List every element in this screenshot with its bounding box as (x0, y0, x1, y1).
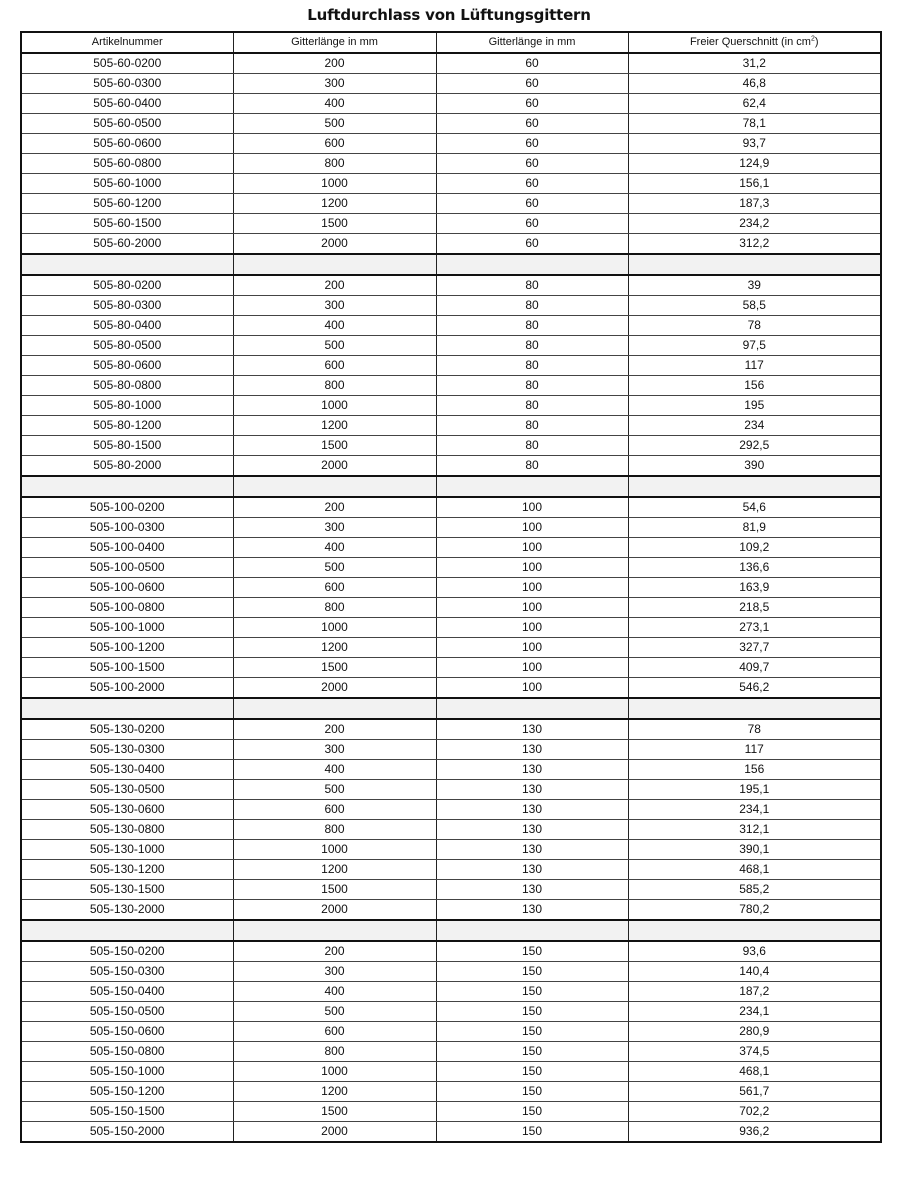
table-row (21, 1122, 881, 1143)
cell-grille-height: 130 (436, 900, 628, 921)
cell-grille-height: 130 (436, 860, 628, 880)
table-row (21, 962, 881, 982)
header-grille-length: Gitterlänge in mm (233, 32, 436, 53)
cell-article-number: 505-100-0800 (21, 598, 233, 618)
cell-grille-length: 1000 (233, 618, 436, 638)
header-free-cross-section (628, 32, 881, 53)
cell-grille-height: 80 (436, 316, 628, 336)
separator-cell (628, 698, 881, 719)
cell-grille-height: 130 (436, 719, 628, 740)
cell-article-number: 505-150-0800 (21, 1042, 233, 1062)
table-row (21, 800, 881, 820)
cell-free-cross-section: 58,5 (628, 296, 881, 316)
cell-free-cross-section: 39 (628, 275, 881, 296)
table-row (21, 1002, 881, 1022)
cell-grille-height: 150 (436, 1082, 628, 1102)
cell-grille-length: 400 (233, 316, 436, 336)
table-row (21, 538, 881, 558)
cell-free-cross-section: 46,8 (628, 74, 881, 94)
table-row (21, 1062, 881, 1082)
table-row (21, 1022, 881, 1042)
cell-grille-length: 800 (233, 598, 436, 618)
cell-grille-height: 80 (436, 416, 628, 436)
table-row (21, 982, 881, 1002)
table-row (21, 194, 881, 214)
cell-free-cross-section: 156,1 (628, 174, 881, 194)
header-unit-close: ) (814, 36, 819, 48)
cell-grille-length: 600 (233, 134, 436, 154)
group-separator-row (21, 476, 881, 497)
cell-article-number: 505-100-0200 (21, 497, 233, 518)
cell-article-number: 505-150-0400 (21, 982, 233, 1002)
separator-cell (436, 698, 628, 719)
cell-grille-length: 200 (233, 53, 436, 74)
cell-grille-height: 80 (436, 396, 628, 416)
cell-grille-height: 100 (436, 618, 628, 638)
cell-grille-height: 80 (436, 356, 628, 376)
table-row (21, 860, 881, 880)
table-row (21, 114, 881, 134)
table-row (21, 134, 881, 154)
table-row (21, 214, 881, 234)
header-unit-superscript: 2 (810, 35, 815, 43)
cell-grille-height: 60 (436, 134, 628, 154)
cell-grille-height: 60 (436, 74, 628, 94)
cell-free-cross-section: 234 (628, 416, 881, 436)
table-row (21, 275, 881, 296)
cell-grille-height: 100 (436, 518, 628, 538)
cell-article-number: 505-130-0800 (21, 820, 233, 840)
cell-free-cross-section: 234,1 (628, 800, 881, 820)
cell-grille-height: 60 (436, 174, 628, 194)
cell-article-number: 505-100-0300 (21, 518, 233, 538)
cell-grille-height: 100 (436, 658, 628, 678)
cell-article-number: 505-150-1500 (21, 1102, 233, 1122)
table-row (21, 436, 881, 456)
cell-free-cross-section: 292,5 (628, 436, 881, 456)
table-row (21, 780, 881, 800)
cell-grille-length: 1000 (233, 1062, 436, 1082)
cell-grille-height: 60 (436, 154, 628, 174)
table-row (21, 416, 881, 436)
cell-grille-height: 150 (436, 1042, 628, 1062)
header-article-number: Artikelnummer (21, 32, 233, 53)
cell-grille-length: 1500 (233, 658, 436, 678)
cell-grille-length: 800 (233, 376, 436, 396)
separator-cell (21, 698, 233, 719)
cell-grille-length: 1200 (233, 860, 436, 880)
cell-free-cross-section: 273,1 (628, 618, 881, 638)
airflow-table (20, 31, 882, 1143)
cell-article-number: 505-80-1200 (21, 416, 233, 436)
cell-free-cross-section: 390,1 (628, 840, 881, 860)
cell-grille-length: 300 (233, 962, 436, 982)
cell-free-cross-section: 280,9 (628, 1022, 881, 1042)
cell-article-number: 505-100-2000 (21, 678, 233, 699)
group-separator-row (21, 254, 881, 275)
cell-grille-length: 800 (233, 154, 436, 174)
cell-grille-height: 150 (436, 941, 628, 962)
cell-grille-height: 60 (436, 114, 628, 134)
cell-free-cross-section: 117 (628, 740, 881, 760)
cell-grille-length: 1500 (233, 1102, 436, 1122)
table-header (21, 32, 881, 53)
cell-grille-length: 300 (233, 74, 436, 94)
cell-grille-height: 80 (436, 336, 628, 356)
cell-grille-height: 60 (436, 194, 628, 214)
cell-grille-height: 100 (436, 638, 628, 658)
cell-article-number: 505-60-0300 (21, 74, 233, 94)
cell-free-cross-section: 78,1 (628, 114, 881, 134)
cell-article-number: 505-80-0800 (21, 376, 233, 396)
table-row (21, 740, 881, 760)
cell-grille-length: 200 (233, 719, 436, 740)
table-row (21, 74, 881, 94)
cell-free-cross-section: 234,1 (628, 1002, 881, 1022)
cell-article-number: 505-150-2000 (21, 1122, 233, 1143)
table-row (21, 396, 881, 416)
cell-grille-height: 150 (436, 1002, 628, 1022)
cell-free-cross-section: 561,7 (628, 1082, 881, 1102)
cell-grille-length: 600 (233, 356, 436, 376)
cell-grille-height: 150 (436, 1122, 628, 1143)
cell-grille-length: 300 (233, 740, 436, 760)
cell-grille-height: 100 (436, 497, 628, 518)
cell-article-number: 505-80-0300 (21, 296, 233, 316)
table-row (21, 456, 881, 477)
separator-cell (233, 476, 436, 497)
header-grille-height: Gitterlänge in mm (436, 32, 628, 53)
cell-grille-length: 200 (233, 275, 436, 296)
table-row (21, 840, 881, 860)
cell-grille-height: 60 (436, 53, 628, 74)
table-row (21, 820, 881, 840)
table-row (21, 900, 881, 921)
cell-free-cross-section: 97,5 (628, 336, 881, 356)
cell-article-number: 505-80-0400 (21, 316, 233, 336)
document-title: Luftdurchlass von Lüftungsgittern (307, 6, 591, 24)
separator-cell (436, 476, 628, 497)
cell-grille-height: 130 (436, 840, 628, 860)
cell-article-number: 505-150-1200 (21, 1082, 233, 1102)
cell-free-cross-section: 546,2 (628, 678, 881, 699)
cell-article-number: 505-60-1200 (21, 194, 233, 214)
cell-grille-height: 80 (436, 275, 628, 296)
cell-free-cross-section: 54,6 (628, 497, 881, 518)
cell-free-cross-section: 187,2 (628, 982, 881, 1002)
cell-grille-height: 130 (436, 800, 628, 820)
cell-article-number: 505-150-0300 (21, 962, 233, 982)
cell-free-cross-section: 78 (628, 316, 881, 336)
table-row (21, 154, 881, 174)
cell-article-number: 505-130-2000 (21, 900, 233, 921)
cell-grille-length: 1500 (233, 214, 436, 234)
group-separator-row (21, 698, 881, 719)
table-row (21, 518, 881, 538)
cell-article-number: 505-100-1200 (21, 638, 233, 658)
cell-article-number: 505-100-1000 (21, 618, 233, 638)
cell-grille-length: 500 (233, 114, 436, 134)
cell-article-number: 505-130-0300 (21, 740, 233, 760)
cell-free-cross-section: 156 (628, 376, 881, 396)
cell-grille-length: 600 (233, 578, 436, 598)
cell-grille-height: 150 (436, 1062, 628, 1082)
cell-grille-length: 200 (233, 941, 436, 962)
cell-grille-length: 1500 (233, 880, 436, 900)
cell-article-number: 505-60-0800 (21, 154, 233, 174)
table-row (21, 618, 881, 638)
cell-grille-height: 100 (436, 678, 628, 699)
cell-grille-height: 60 (436, 94, 628, 114)
separator-cell (628, 476, 881, 497)
cell-grille-length: 1200 (233, 1082, 436, 1102)
cell-grille-length: 2000 (233, 234, 436, 255)
header-free-cross-section-label: Freier Querschnitt (in cm (689, 36, 811, 48)
separator-cell (21, 476, 233, 497)
table-row (21, 174, 881, 194)
cell-free-cross-section: 780,2 (628, 900, 881, 921)
cell-grille-length: 1200 (233, 638, 436, 658)
cell-free-cross-section: 218,5 (628, 598, 881, 618)
cell-free-cross-section: 136,6 (628, 558, 881, 578)
cell-free-cross-section: 93,7 (628, 134, 881, 154)
cell-grille-height: 80 (436, 376, 628, 396)
table-row (21, 356, 881, 376)
cell-article-number: 505-60-1000 (21, 174, 233, 194)
cell-free-cross-section: 109,2 (628, 538, 881, 558)
cell-free-cross-section: 117 (628, 356, 881, 376)
cell-grille-length: 1500 (233, 436, 436, 456)
cell-grille-length: 800 (233, 1042, 436, 1062)
cell-grille-length: 500 (233, 336, 436, 356)
cell-free-cross-section: 163,9 (628, 578, 881, 598)
cell-article-number: 505-130-0400 (21, 760, 233, 780)
cell-article-number: 505-130-0200 (21, 719, 233, 740)
cell-article-number: 505-80-1000 (21, 396, 233, 416)
cell-free-cross-section: 31,2 (628, 53, 881, 74)
cell-free-cross-section: 81,9 (628, 518, 881, 538)
cell-article-number: 505-130-0600 (21, 800, 233, 820)
group-separator-row (21, 920, 881, 941)
cell-grille-length: 500 (233, 780, 436, 800)
cell-grille-height: 100 (436, 598, 628, 618)
cell-grille-length: 800 (233, 820, 436, 840)
cell-article-number: 505-150-0200 (21, 941, 233, 962)
cell-grille-length: 1200 (233, 416, 436, 436)
separator-cell (233, 698, 436, 719)
cell-article-number: 505-130-0500 (21, 780, 233, 800)
cell-grille-length: 1000 (233, 174, 436, 194)
cell-grille-height: 80 (436, 456, 628, 477)
cell-free-cross-section: 409,7 (628, 658, 881, 678)
cell-grille-length: 1000 (233, 840, 436, 860)
cell-free-cross-section: 187,3 (628, 194, 881, 214)
cell-grille-height: 100 (436, 578, 628, 598)
cell-free-cross-section: 702,2 (628, 1102, 881, 1122)
cell-grille-length: 600 (233, 1022, 436, 1042)
cell-article-number: 505-60-0400 (21, 94, 233, 114)
cell-grille-length: 400 (233, 982, 436, 1002)
cell-free-cross-section: 124,9 (628, 154, 881, 174)
table-row (21, 94, 881, 114)
cell-article-number: 505-100-0500 (21, 558, 233, 578)
cell-free-cross-section: 93,6 (628, 941, 881, 962)
cell-free-cross-section: 327,7 (628, 638, 881, 658)
cell-free-cross-section: 195 (628, 396, 881, 416)
table-row (21, 376, 881, 396)
header-row (21, 32, 881, 53)
cell-grille-height: 150 (436, 1022, 628, 1042)
cell-grille-length: 1200 (233, 194, 436, 214)
cell-grille-height: 150 (436, 1102, 628, 1122)
table-row (21, 719, 881, 740)
table-row (21, 296, 881, 316)
cell-free-cross-section: 468,1 (628, 860, 881, 880)
table-row (21, 558, 881, 578)
separator-cell (628, 254, 881, 275)
cell-free-cross-section: 62,4 (628, 94, 881, 114)
table-row (21, 497, 881, 518)
cell-grille-length: 2000 (233, 678, 436, 699)
cell-free-cross-section: 195,1 (628, 780, 881, 800)
cell-grille-height: 150 (436, 962, 628, 982)
table-row (21, 760, 881, 780)
cell-grille-height: 130 (436, 880, 628, 900)
cell-grille-height: 130 (436, 740, 628, 760)
separator-cell (21, 920, 233, 941)
cell-grille-length: 200 (233, 497, 436, 518)
cell-article-number: 505-130-1500 (21, 880, 233, 900)
separator-cell (436, 254, 628, 275)
cell-article-number: 505-100-0400 (21, 538, 233, 558)
cell-article-number: 505-130-1000 (21, 840, 233, 860)
cell-free-cross-section: 312,1 (628, 820, 881, 840)
cell-grille-length: 500 (233, 1002, 436, 1022)
separator-cell (21, 254, 233, 275)
table-row (21, 598, 881, 618)
cell-grille-height: 60 (436, 234, 628, 255)
cell-free-cross-section: 374,5 (628, 1042, 881, 1062)
separator-cell (628, 920, 881, 941)
separator-cell (436, 920, 628, 941)
cell-grille-length: 400 (233, 94, 436, 114)
cell-grille-height: 60 (436, 214, 628, 234)
cell-article-number: 505-60-2000 (21, 234, 233, 255)
cell-grille-length: 600 (233, 800, 436, 820)
cell-grille-length: 400 (233, 760, 436, 780)
cell-article-number: 505-150-0600 (21, 1022, 233, 1042)
cell-grille-length: 2000 (233, 456, 436, 477)
cell-grille-height: 80 (436, 436, 628, 456)
cell-grille-length: 2000 (233, 900, 436, 921)
cell-article-number: 505-60-1500 (21, 214, 233, 234)
table-row (21, 638, 881, 658)
cell-article-number: 505-130-1200 (21, 860, 233, 880)
cell-grille-length: 1000 (233, 396, 436, 416)
cell-free-cross-section: 585,2 (628, 880, 881, 900)
table-row (21, 316, 881, 336)
table-row (21, 234, 881, 255)
table-row (21, 1082, 881, 1102)
cell-free-cross-section: 156 (628, 760, 881, 780)
separator-cell (233, 254, 436, 275)
cell-grille-length: 300 (233, 518, 436, 538)
cell-article-number: 505-60-0200 (21, 53, 233, 74)
table-row (21, 678, 881, 699)
cell-grille-length: 300 (233, 296, 436, 316)
cell-free-cross-section: 78 (628, 719, 881, 740)
cell-grille-height: 100 (436, 558, 628, 578)
table-body (21, 53, 881, 1142)
cell-free-cross-section: 390 (628, 456, 881, 477)
cell-article-number: 505-60-0600 (21, 134, 233, 154)
cell-free-cross-section: 468,1 (628, 1062, 881, 1082)
cell-free-cross-section: 312,2 (628, 234, 881, 255)
cell-article-number: 505-80-2000 (21, 456, 233, 477)
cell-article-number: 505-100-0600 (21, 578, 233, 598)
cell-grille-height: 130 (436, 760, 628, 780)
cell-grille-height: 150 (436, 982, 628, 1002)
table-row (21, 880, 881, 900)
cell-article-number: 505-150-0500 (21, 1002, 233, 1022)
cell-grille-length: 2000 (233, 1122, 436, 1143)
table-row (21, 1042, 881, 1062)
cell-free-cross-section: 140,4 (628, 962, 881, 982)
cell-article-number: 505-80-1500 (21, 436, 233, 456)
cell-article-number: 505-80-0200 (21, 275, 233, 296)
cell-grille-height: 100 (436, 538, 628, 558)
cell-grille-length: 400 (233, 538, 436, 558)
cell-article-number: 505-150-1000 (21, 1062, 233, 1082)
table-row (21, 658, 881, 678)
separator-cell (233, 920, 436, 941)
table-row (21, 53, 881, 74)
table-row (21, 578, 881, 598)
cell-grille-height: 130 (436, 820, 628, 840)
table-row (21, 1102, 881, 1122)
cell-article-number: 505-100-1500 (21, 658, 233, 678)
cell-article-number: 505-60-0500 (21, 114, 233, 134)
table-row (21, 941, 881, 962)
cell-grille-length: 500 (233, 558, 436, 578)
cell-grille-height: 130 (436, 780, 628, 800)
table-row (21, 336, 881, 356)
cell-free-cross-section: 234,2 (628, 214, 881, 234)
cell-free-cross-section: 936,2 (628, 1122, 881, 1143)
cell-grille-height: 80 (436, 296, 628, 316)
cell-article-number: 505-80-0500 (21, 336, 233, 356)
cell-article-number: 505-80-0600 (21, 356, 233, 376)
